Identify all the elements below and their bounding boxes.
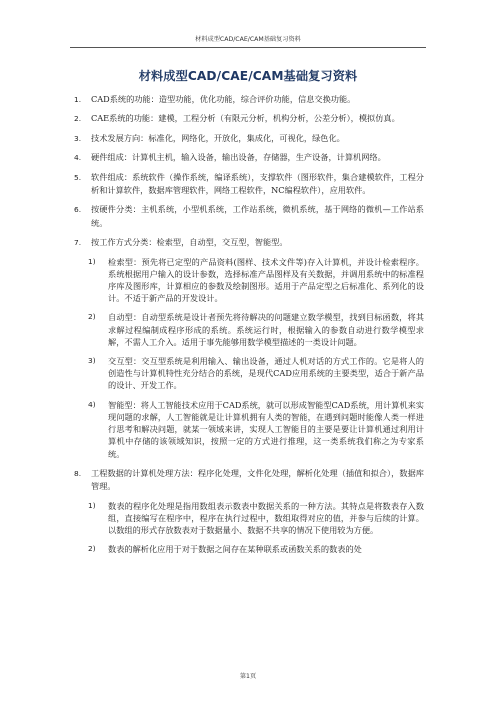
sub-item-text: 数表的程序化处理是指用数组表示数表中数据关系的一种方法。其特点是将数表存入数组，直接编写在程序中，程序在执行过程中，数组取得对应的值，并参与后续的计算。以数组的形式存放数表对于数据量小、数据不共享的情况下使用较为方便。 (108, 500, 424, 535)
item-number: 6. (74, 205, 82, 215)
sub-list-item (74, 355, 424, 392)
sub-item-text: 检索型：预先将已定型的产品资料(图样、技术文件等)存入计算机，并设计检索程序。系统根据用户输入的设计参数，选择标准产品图样及有关数据，并调用系统中的标准程序库及图形库，计算相应的参数及绘制图形。适用于产品定型之后标准化、系列化的设计。不适于新产品的开发设计。 (108, 256, 424, 304)
item-text: CAD系统的功能：造型功能，优化功能，综合评价功能，信息交换功能。 (91, 94, 356, 104)
list-item (74, 132, 424, 145)
list-item (74, 467, 424, 494)
sub-list-item (74, 311, 424, 348)
item-text: CAE系统的功能：建模，工程分析（有限元分析，机构分析，公差分析），模拟仿真。 (91, 113, 400, 124)
list-item (74, 151, 424, 164)
sub-item-number: 2) (88, 544, 96, 554)
sub-item-number: 1) (88, 500, 96, 510)
item-text: 按工作方式分类：检索型，自动型，交互型，智能型。 (91, 237, 288, 248)
sub-list-item (74, 399, 424, 460)
sub-item-number: 4) (88, 399, 96, 409)
sub-item-number: 1) (88, 256, 96, 266)
sub-item-number: 2) (88, 312, 96, 322)
sub-item-text: 智能型：将人工智能技术应用于CAD系统，就可以形成智能型CAD系统，用计算机来实现问题的求解，人工智能就是让计算机拥有人类的智能，在遇到问题时能像人类一样进行思考和解决问题，就某一领域来讲，实现人工智能目的主要是要让计算机通过利用计算机中存储的该领域知识，按照一定的方式进行推理，这一类系统我们称之为专家系统。 (108, 399, 424, 459)
item-number: 1. (74, 95, 82, 104)
document-body (74, 93, 424, 562)
item-number: 4. (74, 153, 82, 163)
sub-item-text: 自动型：自动型系统是设计者预先将待解决的问题建立数学模型，找到目标函数，将其求解过程编制成程序形成的系统。系统运行时，根据输入的参数自动进行数学模型求解，不需人工介入。适用于事先能够用数学模型描述的一类设计问题。 (108, 312, 424, 347)
list-item (74, 236, 424, 249)
item-number: 8. (74, 468, 82, 478)
list-item (74, 93, 424, 106)
list-item (74, 171, 424, 198)
item-text: 按硬件分类：主机系统，小型机系统，工作站系统，微机系统，基于网络的微机—工作站系统。 (91, 204, 424, 228)
item-number: 5. (74, 172, 82, 182)
item-number: 7. (74, 238, 82, 248)
document-title: 材料成型CAD/CAE/CAM基础复习资料 (138, 69, 358, 83)
item-number: 2. (74, 114, 82, 124)
page-header: 材料成型CAD/CAE/CAM基础复习资料 (70, 34, 426, 48)
item-text: 技术发展方向：标准化，网络化，开放化，集成化，可视化，绿色化。 (91, 132, 345, 143)
sub-item-number: 3) (88, 356, 96, 366)
page-number: 第1页 (239, 673, 257, 680)
sub-list-item (74, 543, 424, 555)
item-text: 工程数据的计算机处理方法：程序化处理，文件化处理，解析化处理（插值和拟合），数据库管理。 (91, 467, 424, 492)
list-item (74, 203, 424, 230)
sub-list-item (74, 500, 424, 537)
item-number: 3. (74, 133, 82, 143)
sub-item-text: 数表的解析化应用于对于数据之间存在某种联系或函数关系的数表的处 (108, 544, 362, 555)
item-text: 软件组成：系统软件（操作系统，编译系统），支撑软件（图形软件，集合建模软件，工程分析和计算软件，数据库管理软件，网络工程软件，NC编程软件），应用软件。 (91, 171, 424, 196)
item-text: 硬件组成：计算机主机，输入设备，输出设备，存储器，生产设备，计算机网络。 (91, 152, 386, 163)
list-item (74, 112, 424, 125)
sub-item-text: 交互型：交互型系统是利用输入、输出设备，通过人机对话的方式工作的。它是将人的创造性与计算机特性充分结合的系统，是现代CAD应用系统的主要类型，适合于新产品的设计、开发工作。 (108, 356, 424, 391)
sub-list-item (74, 256, 424, 305)
